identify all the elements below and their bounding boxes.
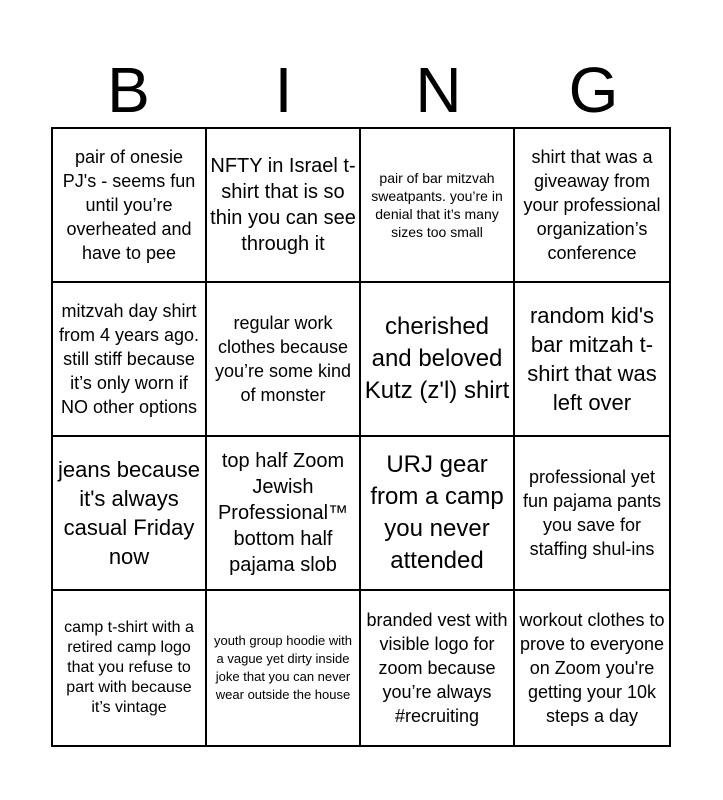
bingo-cell-text: random kid's bar mitzah t-shirt that was left over bbox=[527, 303, 657, 415]
bingo-cell-r2c2[interactable] bbox=[207, 283, 361, 437]
bingo-cell-text: NFTY in Israel t-shirt that is so thin you can see through it bbox=[210, 155, 356, 255]
bingo-cell-text: mitzvah day shirt from 4 years ago. still stiff because it’s only worn if NO other options bbox=[58, 301, 200, 417]
bingo-cell-text: shirt that was a giveaway from your professional organization’s conference bbox=[523, 147, 661, 263]
header-letter-i: I bbox=[274, 54, 293, 126]
bingo-card-grid bbox=[51, 127, 671, 747]
bingo-cell-r2c4[interactable] bbox=[515, 283, 669, 437]
bingo-cell-text: branded vest with visible logo for zoom because you’re always #recruiting bbox=[366, 610, 508, 726]
bingo-cell-r4c1[interactable] bbox=[53, 591, 207, 745]
header-letter-n: N bbox=[415, 54, 462, 126]
bingo-cell-text: URJ gear from a camp you never attended bbox=[370, 451, 504, 574]
bingo-cell-r1c2[interactable] bbox=[207, 129, 361, 283]
bingo-cell-text: regular work clothes because you’re some kind of monster bbox=[214, 313, 352, 405]
bingo-cell-text: professional yet fun pajama pants you save for staffing shul-ins bbox=[522, 467, 662, 559]
bingo-cell-text: pair of onesie PJ's - seems fun until you’re overheated and have to pee bbox=[62, 147, 196, 263]
header-letter-g: G bbox=[568, 54, 619, 126]
bingo-cell-text: workout clothes to prove to everyone on Zoom you're getting your 10k steps a day bbox=[519, 610, 665, 726]
bingo-cell-r3c1[interactable] bbox=[53, 437, 207, 591]
bingo-cell-text: top half Zoom Jewish Professional™ bottom half pajama slob bbox=[217, 450, 349, 576]
bingo-cell-r2c3[interactable] bbox=[361, 283, 515, 437]
bingo-cell-r4c4[interactable] bbox=[515, 591, 669, 745]
bingo-header bbox=[51, 40, 671, 128]
bingo-cell-r4c3[interactable] bbox=[361, 591, 515, 745]
bingo-cell-text: cherished and beloved Kutz (z'l) shirt bbox=[364, 313, 510, 404]
bingo-cell-r1c4[interactable] bbox=[515, 129, 669, 283]
bingo-cell-r2c1[interactable] bbox=[53, 283, 207, 437]
bingo-cell-r3c3[interactable] bbox=[361, 437, 515, 591]
bingo-cell-r3c2[interactable] bbox=[207, 437, 361, 591]
bingo-cell-r1c1[interactable] bbox=[53, 129, 207, 283]
bingo-cell-r1c3[interactable] bbox=[361, 129, 515, 283]
bingo-cell-text: youth group hoodie with a vague yet dirty inside joke that you can never wear outside the house bbox=[213, 633, 353, 702]
header-letter-b: B bbox=[107, 54, 150, 126]
bingo-cell-text: pair of bar mitzvah sweatpants. you’re in denial that it’s many sizes too small bbox=[371, 170, 503, 240]
bingo-cell-text: camp t-shirt with a retired camp logo that you refuse to part with because it’s vintage bbox=[64, 619, 194, 716]
bingo-cell-r3c4[interactable] bbox=[515, 437, 669, 591]
bingo-cell-r4c2[interactable] bbox=[207, 591, 361, 745]
bingo-cell-text: jeans because it's always casual Friday now bbox=[58, 457, 200, 569]
